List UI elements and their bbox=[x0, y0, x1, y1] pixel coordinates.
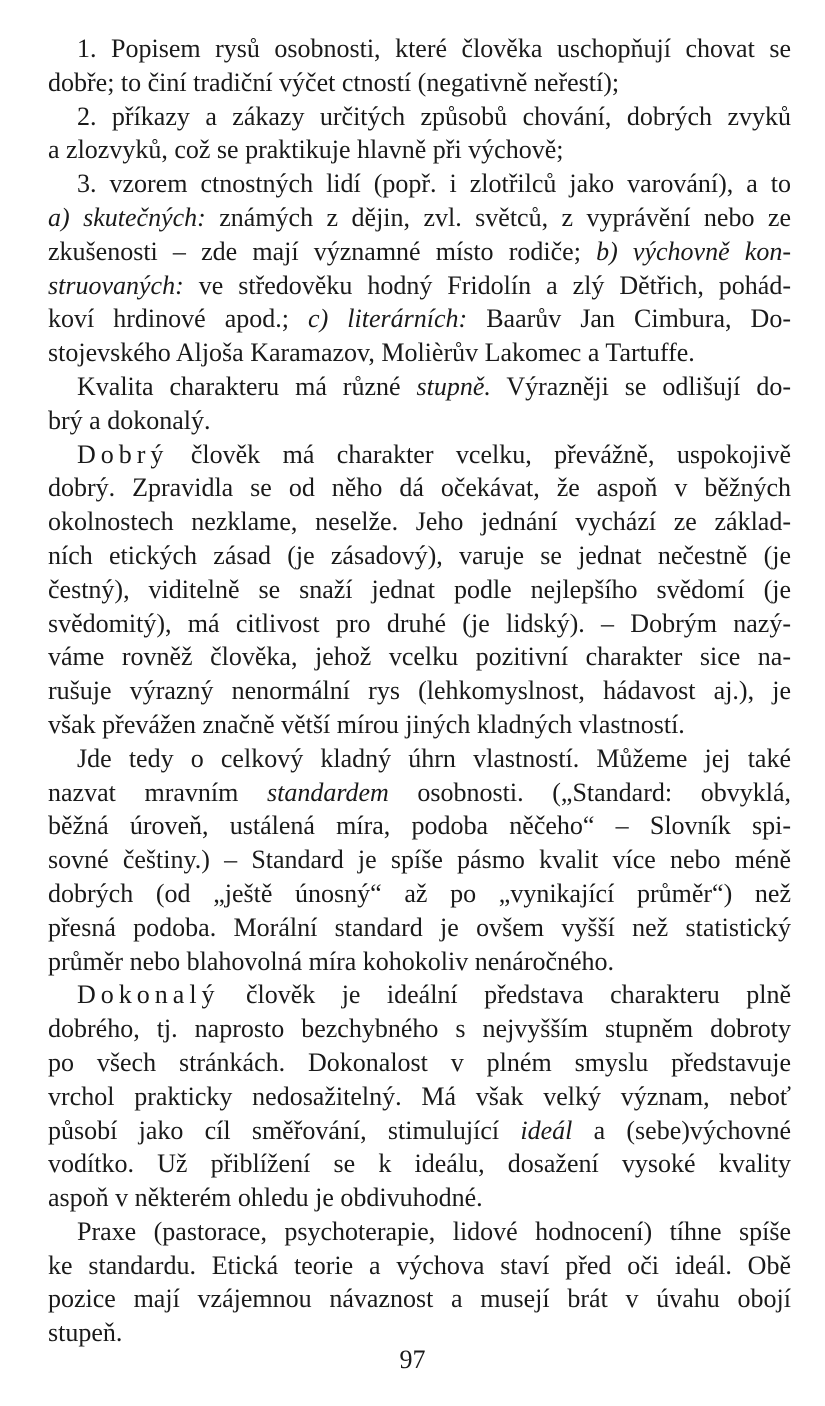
text-span: 3. vzorem ctnostných lidí (popř. i zlotřilců jako varování), a to bbox=[77, 169, 791, 199]
text-span: 1. Popisem rysů osobnosti, které člověka uschopňují chovat se bbox=[77, 34, 791, 63]
text-line bbox=[48, 708, 791, 742]
body-text bbox=[48, 32, 791, 1350]
text-span: rušuje výrazný nenormální rys (lehkomyslnost, hádavost aj.), je bbox=[48, 676, 791, 706]
text-span: 2. příkazy a zákazy určitých způsobů chování, dobrých zvyků bbox=[77, 101, 791, 131]
text-line bbox=[48, 843, 791, 877]
text-line bbox=[48, 978, 791, 1012]
text-span: člověk má charakter vcelku, převážně, uspokojivě bbox=[168, 439, 791, 469]
text-span: běžná úroveň, ustálená míra, podoba něčeho“ – Slovník spi- bbox=[48, 811, 791, 841]
text-span: brý a dokonalý. bbox=[48, 405, 211, 435]
text-line bbox=[48, 404, 791, 438]
text-span: koví hrdinové apod.; bbox=[48, 304, 309, 334]
text-line bbox=[48, 505, 791, 539]
text-span: průměr nebo blahovolná míra kohokoliv nenáročného. bbox=[48, 946, 615, 976]
text-span: po všech stránkách. Dokonalost v plném smyslu představuje bbox=[48, 1047, 791, 1077]
text-span: dobře; to činí tradiční výčet ctností (negativně neřestí); bbox=[48, 67, 620, 97]
text-span: známých z dějin, zvl. světců, z vyprávění nebo ze bbox=[205, 202, 791, 232]
text-line bbox=[48, 1012, 791, 1046]
text-span: Praxe (pastorace, psychoterapie, lidové hodnocení) tíhne spíše bbox=[77, 1216, 791, 1246]
text-span: a zlozvyků, což se praktikuje hlavně při výchově; bbox=[48, 135, 564, 165]
text-span: přesná podoba. Morální standard je ovšem vyšší než statistický bbox=[48, 912, 791, 942]
text-line bbox=[48, 269, 791, 303]
text-span: čestný), viditelně se snaží jednat podle nejlepšího svědomí (je bbox=[48, 574, 791, 604]
text-span: vodítko. Už přiblížení se k ideálu, dosažení vysoké kvality bbox=[48, 1149, 791, 1179]
text-line bbox=[48, 336, 791, 370]
text-line bbox=[48, 539, 791, 573]
text-line bbox=[48, 911, 791, 945]
text-span: osobnosti. („Standard: obvyklá, bbox=[388, 777, 791, 807]
text-span: nazvat mravním bbox=[48, 777, 267, 807]
text-line bbox=[48, 742, 791, 776]
text-span: Baarův Jan Cimbura, Do- bbox=[467, 304, 791, 334]
text-span: stojevského Aljoša Karamazov, Molièrův Lakomec a Tartuffe. bbox=[48, 338, 695, 368]
text-line bbox=[48, 1249, 791, 1283]
text-line bbox=[48, 370, 791, 404]
text-line bbox=[48, 1080, 791, 1114]
text-span: dobrý. Zpravidla se od něho dá očekávat, že aspoň v běžných bbox=[48, 473, 791, 503]
text-line bbox=[48, 674, 791, 708]
text-line bbox=[48, 877, 791, 911]
text-line bbox=[48, 945, 791, 979]
italic-span: a) skutečných: bbox=[48, 202, 206, 232]
text-span: ke standardu. Etická teorie a výchova staví před oči ideál. Obě bbox=[48, 1250, 791, 1280]
text-line bbox=[48, 1046, 791, 1080]
text-line bbox=[48, 607, 791, 641]
italic-span: standardem bbox=[266, 777, 389, 807]
text-span: Jde tedy o celkový kladný úhrn vlastností. Můžeme jej také bbox=[77, 743, 791, 773]
text-line bbox=[48, 167, 791, 201]
text-span: vrchol prakticky nedosažitelný. Má však velký význam, neboť bbox=[48, 1081, 791, 1111]
text-span: člověk je ideální představa charakteru plně bbox=[219, 980, 791, 1010]
text-span: ních etických zásad (je zásadový), varuje se jednat nečestně (je bbox=[48, 540, 791, 570]
text-line bbox=[48, 1114, 791, 1148]
text-line bbox=[48, 1282, 791, 1316]
text-line bbox=[48, 100, 791, 134]
text-span: stupeň. bbox=[48, 1318, 123, 1348]
text-line bbox=[48, 66, 791, 100]
text-line bbox=[48, 302, 791, 336]
text-line bbox=[48, 133, 791, 167]
text-line bbox=[48, 1147, 791, 1181]
text-span: Výrazněji se odlišují do- bbox=[490, 371, 791, 401]
italic-span: struovaných: bbox=[48, 270, 184, 300]
text-line bbox=[48, 201, 791, 235]
spaced-span: Dobrý bbox=[77, 439, 169, 469]
italic-span: b) výchovně kon- bbox=[596, 236, 791, 266]
text-line bbox=[48, 438, 791, 472]
text-span: pozice mají vzájemnou návaznost a musejí brát v úvahu obojí bbox=[48, 1284, 791, 1314]
page-number: 97 bbox=[399, 1345, 426, 1374]
text-line bbox=[48, 235, 791, 269]
text-span: dobrých (od „ještě únosný“ až po „vynikající průměr“) než bbox=[48, 878, 791, 908]
text-span: a (sebe)výchovné bbox=[572, 1115, 791, 1145]
text-span: aspoň v některém ohledu je obdivuhodné. bbox=[48, 1183, 483, 1213]
text-line bbox=[48, 1181, 791, 1215]
italic-span: stupně. bbox=[416, 371, 491, 401]
text-line bbox=[48, 471, 791, 505]
spaced-span: Dokonalý bbox=[77, 980, 220, 1010]
text-span: působí jako cíl směřování, stimulující bbox=[48, 1115, 521, 1145]
text-span: okolnostech nezklame, neselže. Jeho jednání vychází ze základ- bbox=[48, 507, 791, 537]
text-span: sovné češtiny.) – Standard je spíše pásmo kvalit více nebo méně bbox=[48, 845, 791, 875]
text-line bbox=[48, 573, 791, 607]
text-span: zkušenosti – zde mají významné místo rodiče; bbox=[48, 236, 597, 266]
text-span: však převážen značně větší mírou jiných kladných vlastností. bbox=[48, 709, 685, 739]
text-line bbox=[48, 776, 791, 810]
text-line bbox=[48, 1215, 791, 1249]
text-line bbox=[48, 640, 791, 674]
italic-span: ideál bbox=[520, 1115, 573, 1145]
text-line bbox=[48, 809, 791, 843]
text-span: ve středověku hodný Fridolín a zlý Dětřich, pohád- bbox=[183, 270, 791, 300]
text-span: váme rovněž člověka, jehož vcelku pozitivní charakter sice na- bbox=[48, 642, 791, 672]
text-span: dobrého, tj. naprosto bezchybného s nejvyšším stupněm dobroty bbox=[48, 1014, 791, 1044]
text-span: svědomitý), má citlivost pro druhé (je lidský). – Dobrým nazý- bbox=[48, 608, 791, 638]
text-span: Kvalita charakteru má různé bbox=[77, 371, 417, 401]
italic-span: c) literárních: bbox=[308, 304, 468, 334]
text-line bbox=[48, 32, 791, 66]
